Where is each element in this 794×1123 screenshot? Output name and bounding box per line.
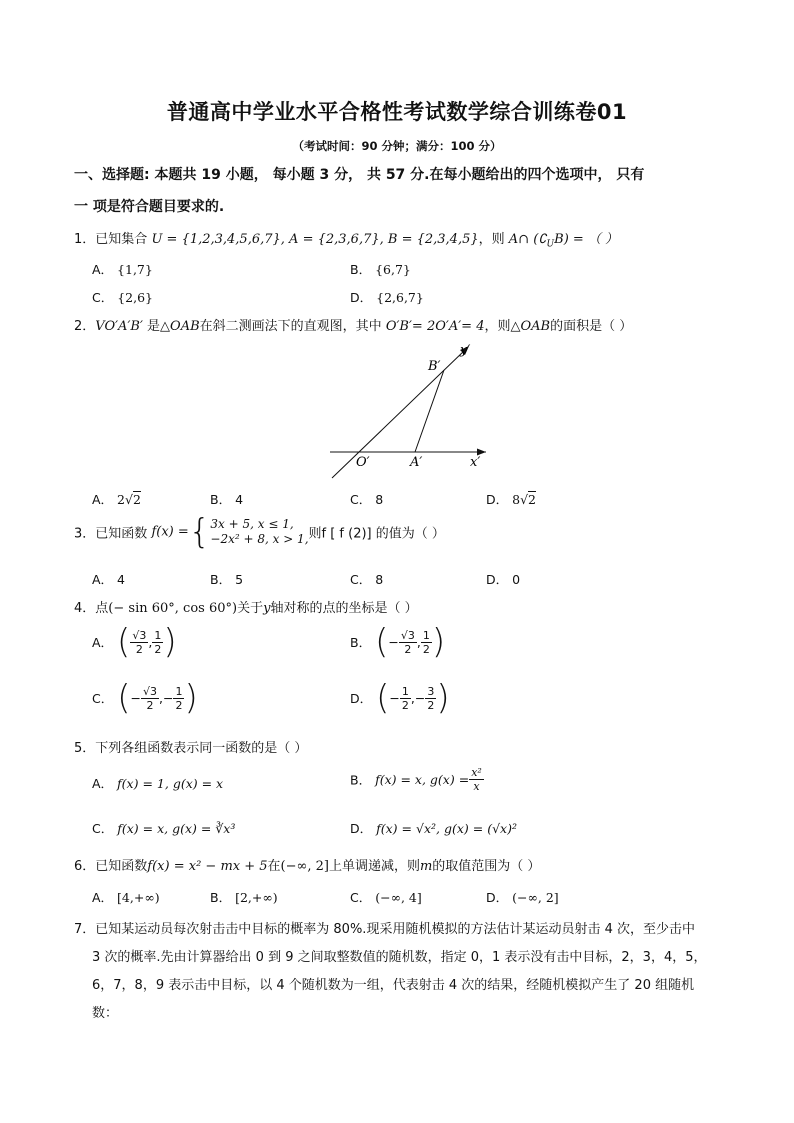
question-number: 6． — [74, 859, 96, 874]
question-7-line3: 6，7，8，9 表示击中目标，以 4 个随机数为一组，代表射击 4 次的结果，经随机模拟产生了 20 组随机 — [92, 978, 695, 993]
option-c[interactable]: C． 8 — [350, 572, 384, 587]
section-heading-line1: 一、选择题: 本题共 19 小题， 每小题 3 分， 共 57 分.在每小题给出的四个选项中， 只有 — [74, 167, 645, 183]
function-name: f(x) = — [151, 524, 189, 540]
option-b[interactable]: B． 4 — [210, 492, 244, 507]
option-c[interactable]: C． (−∞, 4] — [350, 890, 422, 905]
option-b[interactable]: B． {6,7} — [350, 262, 411, 277]
section-heading-line2: 一 项是符合题目要求的. — [74, 199, 225, 215]
piecewise-cases: 3x + 5, x ≤ 1, −2x² + 8, x > 1, — [210, 517, 309, 546]
option-b[interactable]: B． 5 — [210, 572, 244, 587]
y-axis-label: y′ — [460, 343, 471, 358]
question-text: 已知集合 — [95, 232, 148, 247]
point-expression: (− sin 60°, cos 60°) — [108, 601, 238, 616]
option-a[interactable]: A． 2√2 — [92, 492, 141, 507]
segment-a-b — [415, 370, 444, 452]
question-4: 4．点(− sin 60°, cos 60°)关于y轴对称的点的坐标是（ ） — [74, 601, 418, 616]
triangle-name: VO′A′B′ — [95, 319, 143, 334]
option-b[interactable]: B． f(x) = x, g(x) = $\frac{\text{x²}}{x}$ — [350, 766, 482, 793]
question-6: 6．已知函数f(x) = x² − mx + 5在(−∞, 2]上单调递减，则m的取值范围为（ ） — [74, 859, 541, 874]
left-brace: { — [188, 512, 211, 552]
page-title: 普通高中学业水平合格性考试数学综合训练卷01 — [166, 100, 628, 124]
set-expression-end: B) = （ ） — [554, 232, 619, 247]
option-c[interactable]: C． 8 — [350, 492, 384, 507]
option-a[interactable]: A． {1,7} — [92, 262, 153, 277]
option-a[interactable]: A． [4,+∞) — [92, 890, 160, 905]
option-d[interactable]: D． {2,6,7} — [350, 290, 424, 305]
question-7-line4: 数： — [92, 1006, 119, 1021]
question-5: 5．下列各组函数表示同一函数的是（ ） — [74, 741, 308, 756]
function-expression: f(x) = x² − mx + 5 — [147, 859, 268, 874]
point-o-label: O′ — [356, 455, 370, 470]
sets-expression: U = {1,2,3,4,5,6,7}, A = {2,3,6,7}, B = {2,3,4,5} — [151, 232, 479, 247]
y-axis — [332, 350, 465, 478]
question-7-line1: 7．已知某运动员每次射击击中目标的概率为 80%.现采用随机模拟的方法估计某运动员射击 4 次，至少击中 — [74, 922, 695, 937]
option-d[interactable]: D． (−∞, 2] — [486, 890, 559, 905]
question-number: 2． — [74, 319, 96, 334]
question-number: 7． — [74, 922, 96, 937]
question-2: 2．VO′A′B′ 是△OAB在斜二测画法下的直观图，其中 O′B′= 2O′A′= 4，则△OAB的面积是（ ） — [74, 319, 633, 334]
option-d[interactable]: D． f(x) = √x², g(x) = (√x)² — [350, 821, 517, 836]
oblique-projection-figure — [320, 338, 500, 486]
question-7-line2: 3 次的概率.先由计算器给出 0 到 9 之间取整数值的随机数，指定 0，1 表示没有击中目标，2，3，4，5， — [92, 950, 707, 965]
length-equation: O′B′= 2O′A′= 4 — [385, 319, 485, 334]
option-a[interactable]: A． ( $\frac{√3}{2}$ , $\frac{1}{2}$ ) — [92, 622, 177, 662]
exam-info: （考试时间：90 分钟；满分：100 分） — [292, 139, 502, 153]
option-b[interactable]: B． (− $\frac{√3}{2}$ , $\frac{1}{2}$ ) — [350, 622, 446, 662]
option-d[interactable]: D． 8√2 — [486, 492, 536, 507]
option-a[interactable]: A． 4 — [92, 572, 125, 587]
option-c[interactable]: C． (− $\frac{√3}{2}$ ,− $\frac{1}{2}$ ) — [92, 678, 198, 718]
question-text: ，则 — [478, 232, 505, 247]
option-b[interactable]: B． [2,+∞) — [210, 890, 278, 905]
option-a[interactable]: A． f(x) = 1, g(x) = x — [92, 776, 224, 791]
question-number: 1． — [74, 232, 96, 247]
question-1: 1．已知集合 U = {1,2,3,4,5,6,7}, A = {2,3,6,7}, B = {2,3,4,5}，则 A∩ $(∁_UB)$ = （ ） — [74, 232, 619, 250]
option-d[interactable]: D． (− $\frac{1}{2}$ ,− $\frac{3}{2}$ ) — [350, 678, 450, 718]
question-number: 3． — [74, 526, 96, 542]
set-expression: A∩ (∁ — [508, 232, 547, 247]
option-c[interactable]: C． {2,6} — [92, 290, 154, 305]
point-b-label: B′ — [428, 359, 441, 374]
point-a-label: A′ — [410, 455, 423, 470]
question-number: 4． — [74, 601, 96, 616]
option-c[interactable]: C． f(x) = x, g(x) = ∛x³ — [92, 821, 236, 836]
question-number: 5． — [74, 741, 96, 756]
x-axis-label: x′ — [470, 455, 481, 470]
question-3: 3．已知函数 f(x) ={ 3x + 5, x ≤ 1, −2x² + 8, x > 1, 则f [ f (2)] 的值为（ ） — [74, 512, 445, 552]
option-d[interactable]: D． 0 — [486, 572, 521, 587]
